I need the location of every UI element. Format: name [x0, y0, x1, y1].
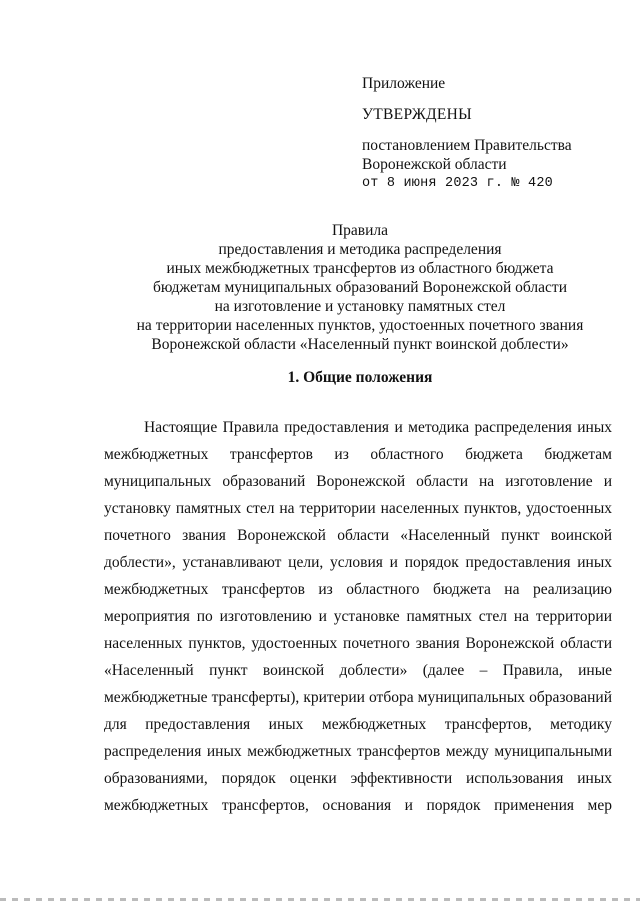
paragraph-line: населенных пунктов, удостоенных почетного звания Воронежской области	[104, 635, 612, 652]
paragraph-line: почетного звания Воронежской области «Населенный пункт воинской	[104, 527, 612, 544]
section-heading: 1. Общие положения	[287, 369, 433, 386]
paragraph-line: межбюджетные трансферты), критерии отбора муниципальных образований	[104, 689, 612, 706]
resolution-date-stamp: от 8 июня 2023 г. № 420	[362, 176, 553, 191]
approved-label: УТВЕРЖДЕНЫ	[362, 106, 472, 123]
title-line: Воронежской области «Населенный пункт воинской доблести»	[151, 336, 569, 353]
paragraph-line: межбюджетных трансфертов, основания и порядок применения мер	[104, 797, 612, 814]
title-line: Правила	[331, 222, 389, 239]
paragraph-line: образованиями, порядок оценки эффективности использования иных	[104, 770, 612, 787]
paragraph-line: установку памятных стел на территории населенных пунктов, удостоенных	[104, 500, 612, 517]
appendix-label: Приложение	[362, 75, 446, 92]
title-line: бюджетам муниципальных образований Воронежской области	[152, 279, 567, 296]
body-paragraph	[104, 414, 612, 819]
paragraph-line: доблести», устанавливают цели, условия и порядок предоставления иных	[104, 554, 612, 571]
paragraph-line: муниципальных образований Воронежской области на изготовление и	[104, 473, 612, 490]
paragraph-line: мероприятия по изготовлению и установке памятных стел на территории	[104, 608, 612, 625]
resolution-line-2: Воронежской области	[362, 156, 507, 173]
title-line: на территории населенных пунктов, удостоенных почетного звания	[136, 317, 584, 334]
paragraph-line: «Населенный пункт воинской доблести» (далее – Правила, иные	[104, 662, 612, 679]
document-title	[60, 221, 640, 354]
paragraph-line: распределения иных межбюджетных трансфертов между муниципальными	[104, 743, 612, 760]
paragraph-line: для предоставления иных межбюджетных трансфертов, методику	[104, 716, 612, 733]
title-line: предоставления и методика распределения	[218, 241, 502, 258]
paragraph-line: межбюджетных трансфертов из областного бюджета бюджетам	[104, 446, 612, 463]
paragraph-line: Настоящие Правила предоставления и методика распределения иных	[144, 419, 612, 436]
title-line: на изготовление и установку памятных стел	[214, 298, 506, 315]
paragraph-line: межбюджетных трансфертов из областного бюджета на реализацию	[104, 581, 612, 598]
appendix-block	[362, 74, 632, 193]
resolution-line-1: постановлением Правительства	[362, 137, 572, 154]
title-line: иных межбюджетных трансфертов из областного бюджета	[166, 260, 554, 277]
